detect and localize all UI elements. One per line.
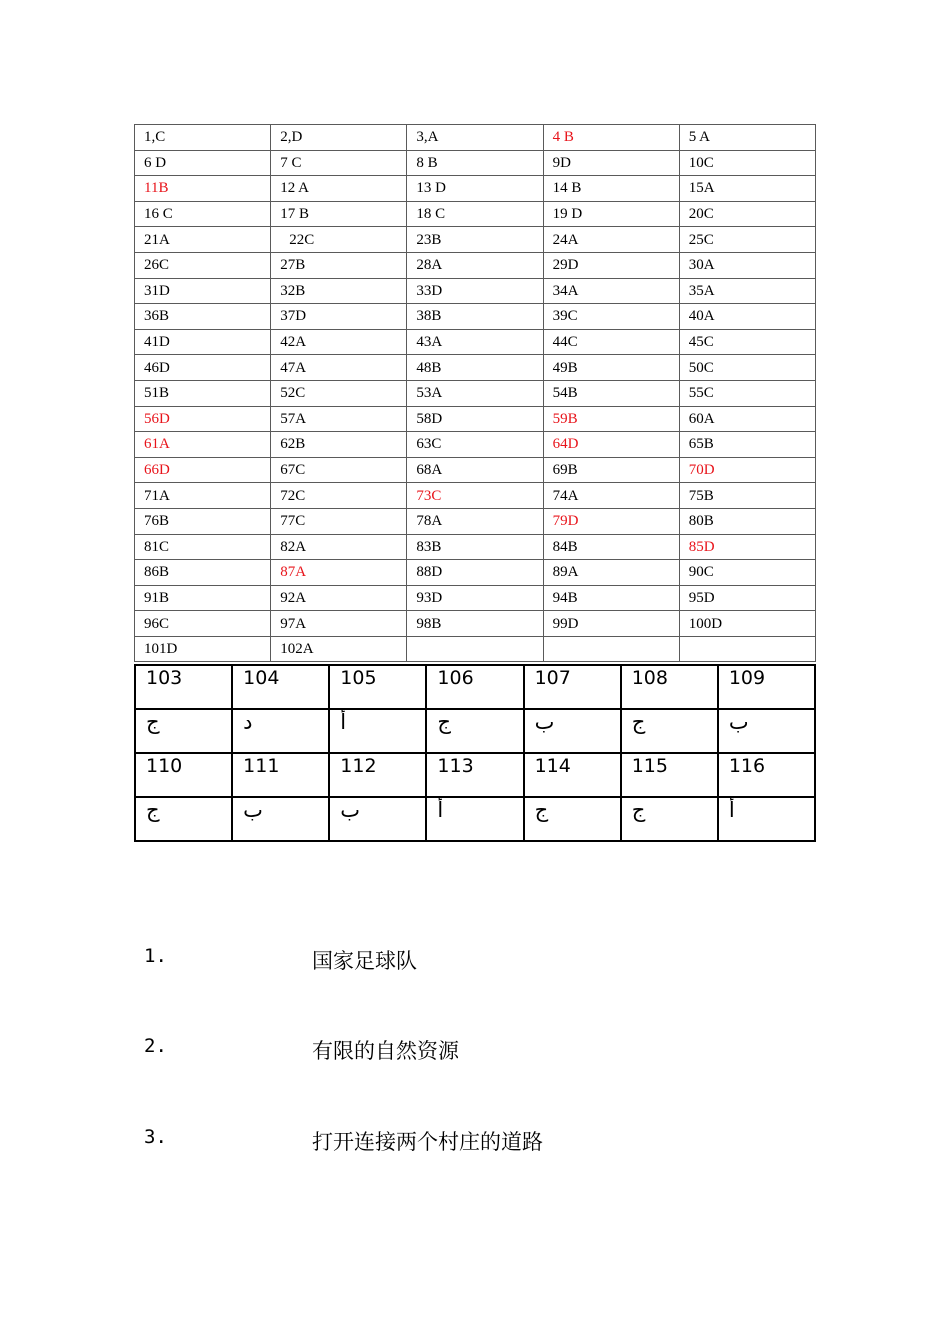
answer-row — [135, 611, 816, 637]
answer-row — [135, 534, 816, 560]
answer-cell: 14 B — [543, 176, 679, 202]
answer-letter-cell: ج — [135, 709, 232, 753]
answer-cell: 66D — [135, 457, 271, 483]
answer-cell: 53A — [407, 380, 543, 406]
answer-cell: 30A — [679, 252, 815, 278]
answer-cell: 22C — [271, 227, 407, 253]
answer-cell: 47A — [271, 355, 407, 381]
question-number-cell: 111 — [232, 753, 329, 797]
answer-cell: 7 C — [271, 150, 407, 176]
question-number-row — [135, 753, 815, 797]
answer-cell: 39C — [543, 304, 679, 330]
answer-cell: 84B — [543, 534, 679, 560]
answer-cell — [543, 636, 679, 662]
answer-cell: 80B — [679, 508, 815, 534]
answer-letter-cell: ب — [524, 709, 621, 753]
answer-cell: 87A — [271, 560, 407, 586]
answer-cell: 91B — [135, 585, 271, 611]
answer-cell: 44C — [543, 329, 679, 355]
answer-cell: 12 A — [271, 176, 407, 202]
question-number-cell: 107 — [524, 665, 621, 709]
answer-cell: 15A — [679, 176, 815, 202]
answer-cell: 6 D — [135, 150, 271, 176]
answer-cell: 42A — [271, 329, 407, 355]
answer-cell — [679, 636, 815, 662]
answer-letter-cell: ج — [135, 797, 232, 841]
answer-cell: 45C — [679, 329, 815, 355]
answer-cell: 62B — [271, 432, 407, 458]
question-number-cell: 109 — [718, 665, 815, 709]
phrase-number: 3. — [144, 1126, 167, 1148]
answer-row — [135, 278, 816, 304]
answer-cell: 11B — [135, 176, 271, 202]
answer-row — [135, 508, 816, 534]
answer-cell: 57A — [271, 406, 407, 432]
answer-row — [135, 201, 816, 227]
answer-row — [135, 355, 816, 381]
answer-row — [135, 406, 816, 432]
answer-cell: 29D — [543, 252, 679, 278]
answer-cell: 28A — [407, 252, 543, 278]
question-number-cell: 115 — [621, 753, 718, 797]
answer-cell: 65B — [679, 432, 815, 458]
answer-cell: 89A — [543, 560, 679, 586]
answer-letter-cell: ج — [426, 709, 523, 753]
answer-cell: 83B — [407, 534, 543, 560]
answer-cell: 1,C — [135, 125, 271, 151]
answer-cell: 4 B — [543, 125, 679, 151]
phrase-text: 有限的自然资源 — [312, 1039, 459, 1063]
answer-cell: 26C — [135, 252, 271, 278]
answer-cell: 77C — [271, 508, 407, 534]
answer-cell: 5 A — [679, 125, 815, 151]
answer-cell: 46D — [135, 355, 271, 381]
answer-cell: 63C — [407, 432, 543, 458]
answer-cell: 74A — [543, 483, 679, 509]
answer-cell: 8 B — [407, 150, 543, 176]
answer-cell: 82A — [271, 534, 407, 560]
answer-cell: 34A — [543, 278, 679, 304]
question-number-cell: 108 — [621, 665, 718, 709]
answer-row — [135, 432, 816, 458]
phrase-text: 国家足球队 — [312, 949, 417, 973]
answer-cell: 96C — [135, 611, 271, 637]
answer-cell: 55C — [679, 380, 815, 406]
answer-letter-cell: أ — [718, 797, 815, 841]
answer-cell: 73C — [407, 483, 543, 509]
answer-letter-row — [135, 709, 815, 753]
answer-cell: 72C — [271, 483, 407, 509]
question-number-cell: 104 — [232, 665, 329, 709]
answer-cell: 43A — [407, 329, 543, 355]
answer-cell: 92A — [271, 585, 407, 611]
answer-cell: 18 C — [407, 201, 543, 227]
answer-letter-cell: أ — [329, 709, 426, 753]
answer-cell: 36B — [135, 304, 271, 330]
answer-cell: 50C — [679, 355, 815, 381]
answer-cell: 61A — [135, 432, 271, 458]
answer-cell: 48B — [407, 355, 543, 381]
answer-cell: 20C — [679, 201, 815, 227]
answer-cell: 90C — [679, 560, 815, 586]
answer-cell: 58D — [407, 406, 543, 432]
answer-cell: 35A — [679, 278, 815, 304]
answer-cell: 37D — [271, 304, 407, 330]
answer-cell: 99D — [543, 611, 679, 637]
answer-cell: 52C — [271, 380, 407, 406]
question-number-cell: 112 — [329, 753, 426, 797]
answer-row — [135, 380, 816, 406]
answer-cell: 102A — [271, 636, 407, 662]
answer-cell: 60A — [679, 406, 815, 432]
answer-cell: 21A — [135, 227, 271, 253]
question-number-cell: 106 — [426, 665, 523, 709]
answer-cell: 85D — [679, 534, 815, 560]
answer-letter-cell: أ — [426, 797, 523, 841]
question-number-cell: 110 — [135, 753, 232, 797]
answer-cell: 86B — [135, 560, 271, 586]
answer-row — [135, 560, 816, 586]
answer-row — [135, 585, 816, 611]
answer-cell: 17 B — [271, 201, 407, 227]
phrase-number: 2. — [144, 1035, 167, 1057]
answer-cell: 71A — [135, 483, 271, 509]
answer-cell: 59B — [543, 406, 679, 432]
question-number-cell: 116 — [718, 753, 815, 797]
answer-cell: 19 D — [543, 201, 679, 227]
answer-cell: 32B — [271, 278, 407, 304]
answer-row — [135, 176, 816, 202]
answer-letter-cell: ب — [718, 709, 815, 753]
answer-cell — [407, 636, 543, 662]
answer-cell: 40A — [679, 304, 815, 330]
answer-cell: 101D — [135, 636, 271, 662]
answer-cell: 56D — [135, 406, 271, 432]
answer-cell: 9D — [543, 150, 679, 176]
answer-cell: 49B — [543, 355, 679, 381]
answer-row — [135, 483, 816, 509]
answer-cell: 16 C — [135, 201, 271, 227]
answer-cell: 33D — [407, 278, 543, 304]
answer-letter-cell: ب — [232, 797, 329, 841]
answer-cell: 13 D — [407, 176, 543, 202]
answer-cell: 25C — [679, 227, 815, 253]
answer-cell: 10C — [679, 150, 815, 176]
arabic-answer-table — [134, 664, 816, 842]
answer-cell: 54B — [543, 380, 679, 406]
answer-cell: 41D — [135, 329, 271, 355]
answer-cell: 98B — [407, 611, 543, 637]
answer-row — [135, 304, 816, 330]
answer-cell: 75B — [679, 483, 815, 509]
answer-row — [135, 227, 816, 253]
answer-cell: 95D — [679, 585, 815, 611]
answer-cell: 81C — [135, 534, 271, 560]
answer-cell: 24A — [543, 227, 679, 253]
answer-letter-cell: د — [232, 709, 329, 753]
answer-row — [135, 150, 816, 176]
answer-row — [135, 252, 816, 278]
answer-cell: 70D — [679, 457, 815, 483]
question-number-cell: 113 — [426, 753, 523, 797]
answer-cell: 27B — [271, 252, 407, 278]
question-number-cell: 103 — [135, 665, 232, 709]
answer-cell: 2,D — [271, 125, 407, 151]
answer-key-table — [134, 124, 816, 662]
answer-cell: 64D — [543, 432, 679, 458]
question-number-cell: 105 — [329, 665, 426, 709]
answer-cell: 67C — [271, 457, 407, 483]
answer-row — [135, 636, 816, 662]
answer-cell: 3,A — [407, 125, 543, 151]
answer-cell: 76B — [135, 508, 271, 534]
answer-cell: 88D — [407, 560, 543, 586]
answer-cell: 31D — [135, 278, 271, 304]
answer-letter-cell: ج — [524, 797, 621, 841]
answer-row — [135, 329, 816, 355]
question-number-cell: 114 — [524, 753, 621, 797]
answer-letter-cell: ج — [621, 797, 718, 841]
answer-row — [135, 457, 816, 483]
answer-letter-cell: ب — [329, 797, 426, 841]
answer-cell: 38B — [407, 304, 543, 330]
answer-cell: 51B — [135, 380, 271, 406]
answer-cell: 79D — [543, 508, 679, 534]
answer-letter-row — [135, 797, 815, 841]
answer-cell: 78A — [407, 508, 543, 534]
answer-cell: 97A — [271, 611, 407, 637]
phrase-number: 1. — [144, 945, 167, 967]
phrase-text: 打开连接两个村庄的道路 — [312, 1130, 543, 1154]
answer-row — [135, 125, 816, 151]
answer-cell: 23B — [407, 227, 543, 253]
answer-cell: 94B — [543, 585, 679, 611]
answer-cell: 100D — [679, 611, 815, 637]
answer-cell: 93D — [407, 585, 543, 611]
answer-cell: 68A — [407, 457, 543, 483]
answer-letter-cell: ج — [621, 709, 718, 753]
question-number-row — [135, 665, 815, 709]
answer-cell: 69B — [543, 457, 679, 483]
